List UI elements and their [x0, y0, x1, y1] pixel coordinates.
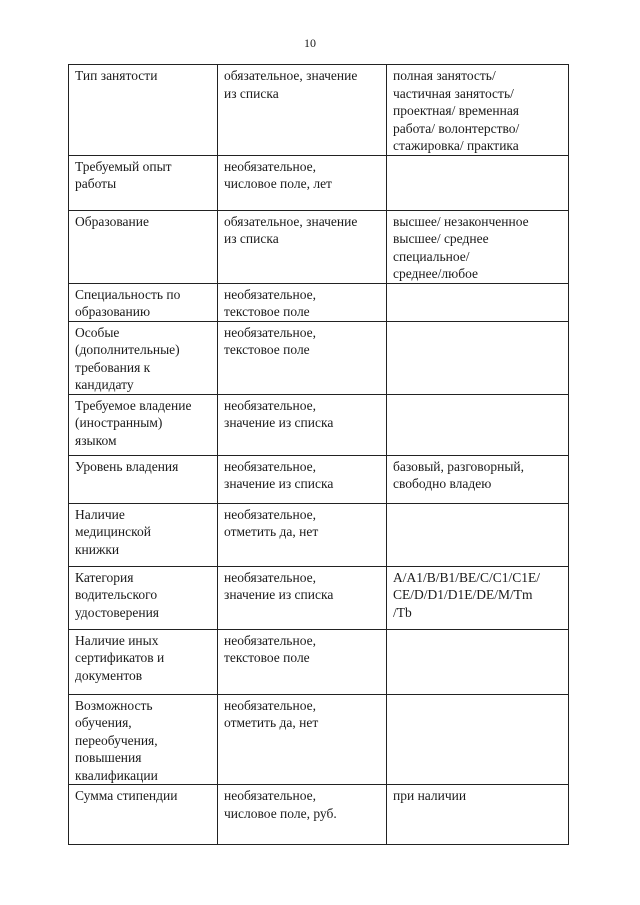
table-row — [69, 321, 569, 394]
table-row — [69, 283, 569, 321]
field-name: Сумма стипендии — [75, 788, 178, 803]
field-requirement: необязательное, отметить да, нет — [224, 697, 319, 730]
field-values: полная занятость/ частичная занятость/ проектная/ временная работа/ волонтерство/ стажировка/ практика — [393, 68, 520, 153]
field-requirement: обязательное, значение из списка — [224, 68, 358, 101]
field-name-cell — [69, 283, 218, 321]
requirement-cell — [218, 785, 387, 845]
field-requirement: обязательное, значение из списка — [224, 213, 358, 246]
values-cell — [387, 455, 569, 503]
field-name: Тип занятости — [75, 68, 158, 83]
field-requirement: необязательное, числовое поле, лет — [224, 158, 332, 191]
table-row — [69, 785, 569, 845]
field-requirement: необязательное, отметить да, нет — [224, 506, 319, 539]
values-cell — [387, 503, 569, 566]
values-cell — [387, 785, 569, 845]
page-number: 10 — [304, 36, 316, 50]
field-name-cell — [69, 694, 218, 785]
field-values: высшее/ незаконченное высшее/ среднее специальное/ среднее/любое — [393, 213, 529, 281]
field-values: базовый, разговорный, свободно владею — [393, 458, 524, 491]
requirement-cell — [218, 455, 387, 503]
field-requirement: необязательное, текстовое поле — [224, 632, 316, 665]
field-name-cell — [69, 503, 218, 566]
field-name-cell — [69, 455, 218, 503]
table-row — [69, 694, 569, 785]
values-cell — [387, 283, 569, 321]
requirement-cell — [218, 566, 387, 629]
values-cell — [387, 155, 569, 210]
requirement-cell — [218, 694, 387, 785]
field-name-cell — [69, 155, 218, 210]
table-row — [69, 566, 569, 629]
values-cell — [387, 566, 569, 629]
requirement-cell — [218, 283, 387, 321]
field-name: Образование — [75, 213, 149, 229]
field-requirement: необязательное, значение из списка — [224, 569, 334, 602]
values-cell — [387, 394, 569, 455]
requirement-cell — [218, 65, 387, 156]
field-requirement: необязательное, значение из списка — [224, 397, 334, 430]
table-row — [69, 155, 569, 210]
field-name: Уровень владения — [75, 458, 179, 474]
field-name-cell — [69, 321, 218, 394]
field-requirement: необязательное, числовое поле, руб. — [224, 788, 337, 821]
field-requirement: необязательное, текстовое поле — [224, 324, 316, 357]
values-cell — [387, 321, 569, 394]
field-name: Возможность обучения, переобучения, повышения квалификации — [75, 697, 158, 783]
field-name-cell — [69, 394, 218, 455]
requirement-cell — [218, 394, 387, 455]
requirement-cell — [218, 503, 387, 566]
field-name: Специальность по образованию — [75, 286, 181, 319]
field-name-cell — [69, 785, 218, 845]
field-name: Особые (дополнительные) требования к кандидату — [75, 324, 180, 392]
table-row — [69, 629, 569, 694]
values-cell — [387, 65, 569, 156]
table-row — [69, 455, 569, 503]
table-row — [69, 394, 569, 455]
field-name-cell — [69, 566, 218, 629]
field-requirement: необязательное, значение из списка — [224, 458, 334, 491]
field-name-cell — [69, 629, 218, 694]
values-cell — [387, 694, 569, 785]
field-name: Наличие медицинской книжки — [75, 506, 151, 557]
field-name-cell — [69, 210, 218, 283]
requirement-cell — [218, 629, 387, 694]
field-requirement: необязательное, текстовое поле — [224, 286, 316, 319]
table-row — [69, 65, 569, 156]
table-row — [69, 503, 569, 566]
field-name: Категория водительского удостоверения — [75, 569, 160, 620]
requirement-cell — [218, 210, 387, 283]
values-cell — [387, 629, 569, 694]
requirements-table — [68, 64, 569, 845]
field-name-cell — [69, 65, 218, 156]
requirement-cell — [218, 321, 387, 394]
field-name: Требуемый опыт работы — [75, 158, 172, 191]
requirement-cell — [218, 155, 387, 210]
values-cell — [387, 210, 569, 283]
field-name: Требуемое владение (иностранным) языком — [75, 397, 192, 448]
field-name: Наличие иных сертификатов и документов — [75, 632, 165, 683]
field-values: A/A1/B/B1/BE/C/C1/C1E/ CE/D/D1/D1E/DE/M/Tm /Tb — [393, 569, 541, 620]
field-values: при наличии — [393, 788, 467, 803]
table-row — [69, 210, 569, 283]
